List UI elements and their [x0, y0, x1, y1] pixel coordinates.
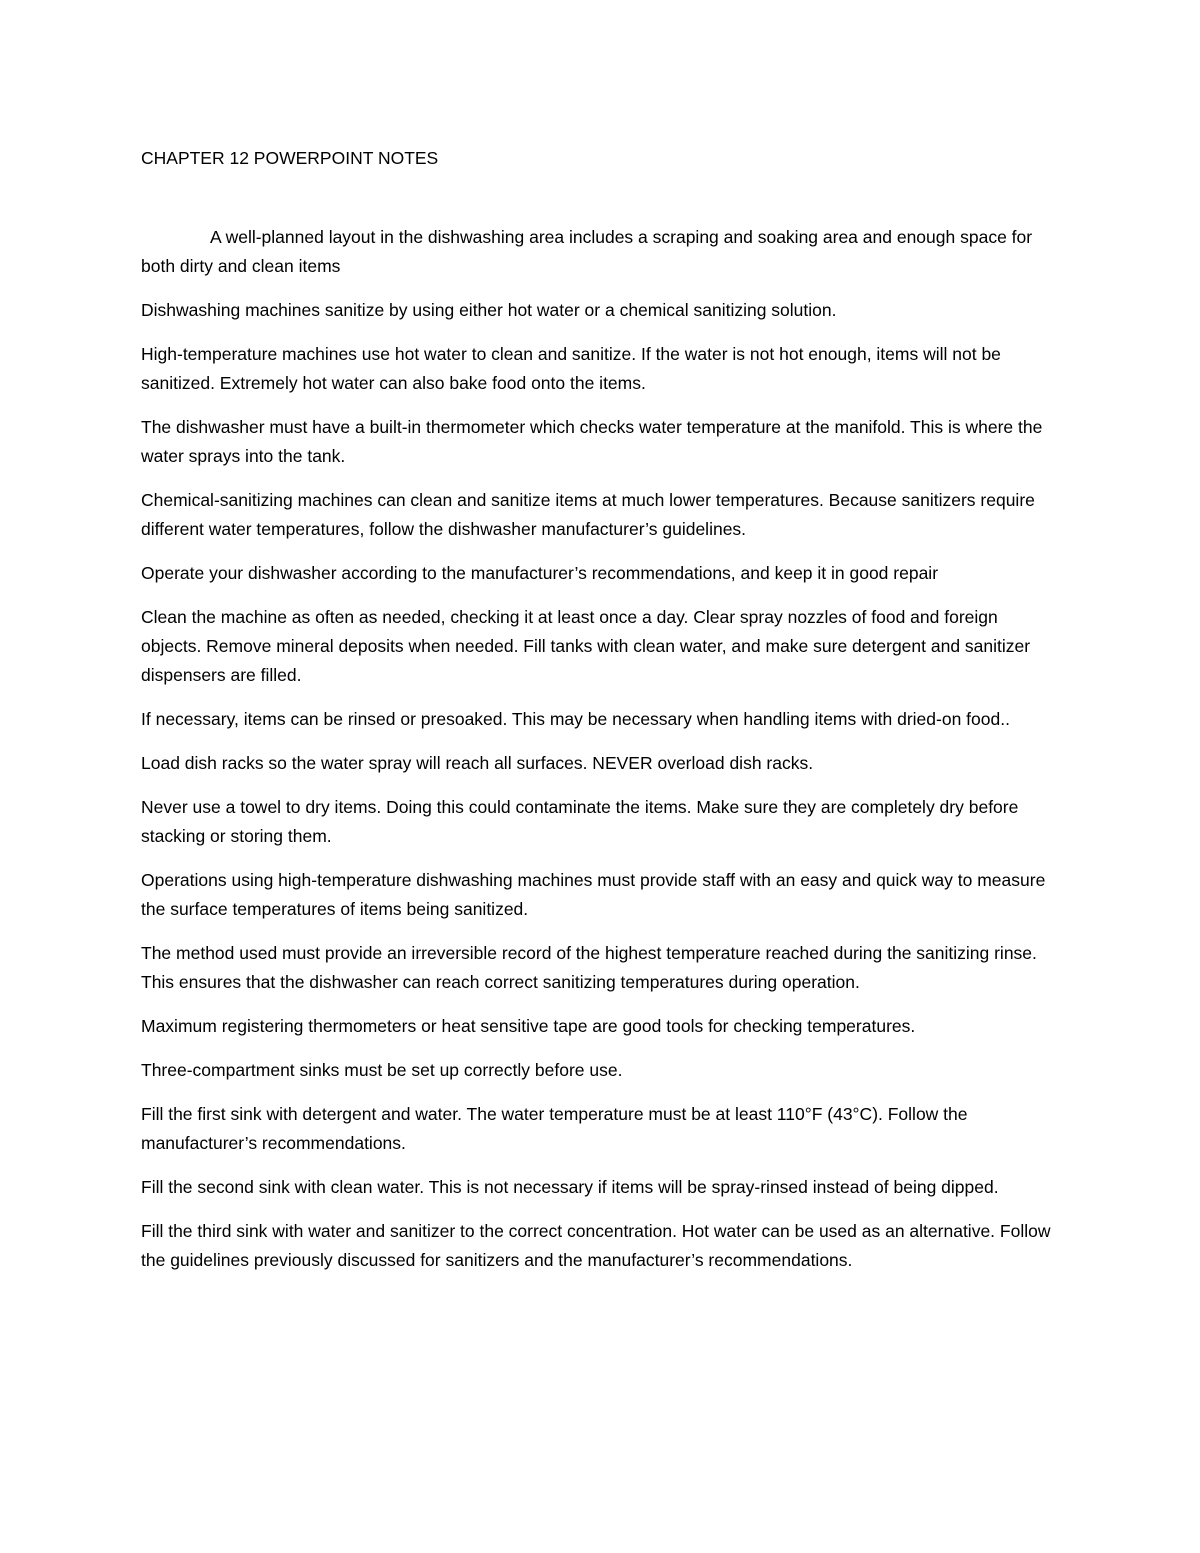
- paragraph-towel: Never use a towel to dry items. Doing this could contaminate the items. Make sure they are completely dry before stacking or storing them.: [141, 797, 1019, 846]
- paragraph-load-racks: Load dish racks so the water spray will reach all surfaces. NEVER overload dish racks.: [141, 753, 814, 773]
- paragraph-three-compartment: Three-compartment sinks must be set up correctly before use.: [141, 1060, 623, 1080]
- paragraph-presoak: If necessary, items can be rinsed or presoaked. This may be necessary when handling items with dried-on food..: [141, 709, 1010, 729]
- paragraph-chemical-sanitizing: Chemical-sanitizing machines can clean and sanitize items at much lower temperatures. Because sanitizers require different water temperatures, follow the dishwasher manufacturer’s guidelines.: [141, 490, 1035, 539]
- paragraph-clean-machine: Clean the machine as often as needed, checking it at least once a day. Clear spray nozzles of food and foreign objects. Remove mineral deposits when needed. Fill tanks with clean water, and make sure detergent and sanitizer dispensers are filled.: [141, 607, 1031, 685]
- paragraph-layout: A well-planned layout in the dishwashing area includes a scraping and soaking area and enough space for both dirty and clean items: [141, 227, 1033, 276]
- paragraph-third-sink: Fill the third sink with water and sanitizer to the correct concentration. Hot water can be used as an alternative. Follow the guidelines previously discussed for sanitizers and the manufacturer’s recommendations.: [141, 1221, 1051, 1270]
- paragraph-sanitize-methods: Dishwashing machines sanitize by using either hot water or a chemical sanitizing solution.: [141, 300, 837, 320]
- paragraph-tools: Maximum registering thermometers or heat sensitive tape are good tools for checking temperatures.: [141, 1016, 916, 1036]
- paragraph-high-temperature: High-temperature machines use hot water to clean and sanitize. If the water is not hot enough, items will not be sanitized. Extremely hot water can also bake food onto the items.: [141, 344, 1001, 393]
- paragraph-operate: Operate your dishwasher according to the manufacturer’s recommendations, and keep it in good repair: [141, 563, 939, 583]
- paragraph-second-sink: Fill the second sink with clean water. This is not necessary if items will be spray-rinsed instead of being dipped.: [141, 1177, 999, 1197]
- paragraph-first-sink: Fill the first sink with detergent and water. The water temperature must be at least 110°F (43°C). Follow the manufacturer’s recommendations.: [141, 1104, 968, 1153]
- paragraph-measure-surface: Operations using high-temperature dishwashing machines must provide staff with an easy and quick way to measure the surface temperatures of items being sanitized.: [141, 870, 1046, 919]
- document-body: [141, 146, 1061, 1290]
- document-title: CHAPTER 12 POWERPOINT NOTES: [141, 148, 439, 168]
- paragraph-thermometer: The dishwasher must have a built-in thermometer which checks water temperature at the manifold. This is where the water sprays into the tank.: [141, 417, 1043, 466]
- paragraph-irreversible-record: The method used must provide an irreversible record of the highest temperature reached during the sanitizing rinse. This ensures that the dishwasher can reach correct sanitizing temperatures during operation.: [141, 943, 1037, 992]
